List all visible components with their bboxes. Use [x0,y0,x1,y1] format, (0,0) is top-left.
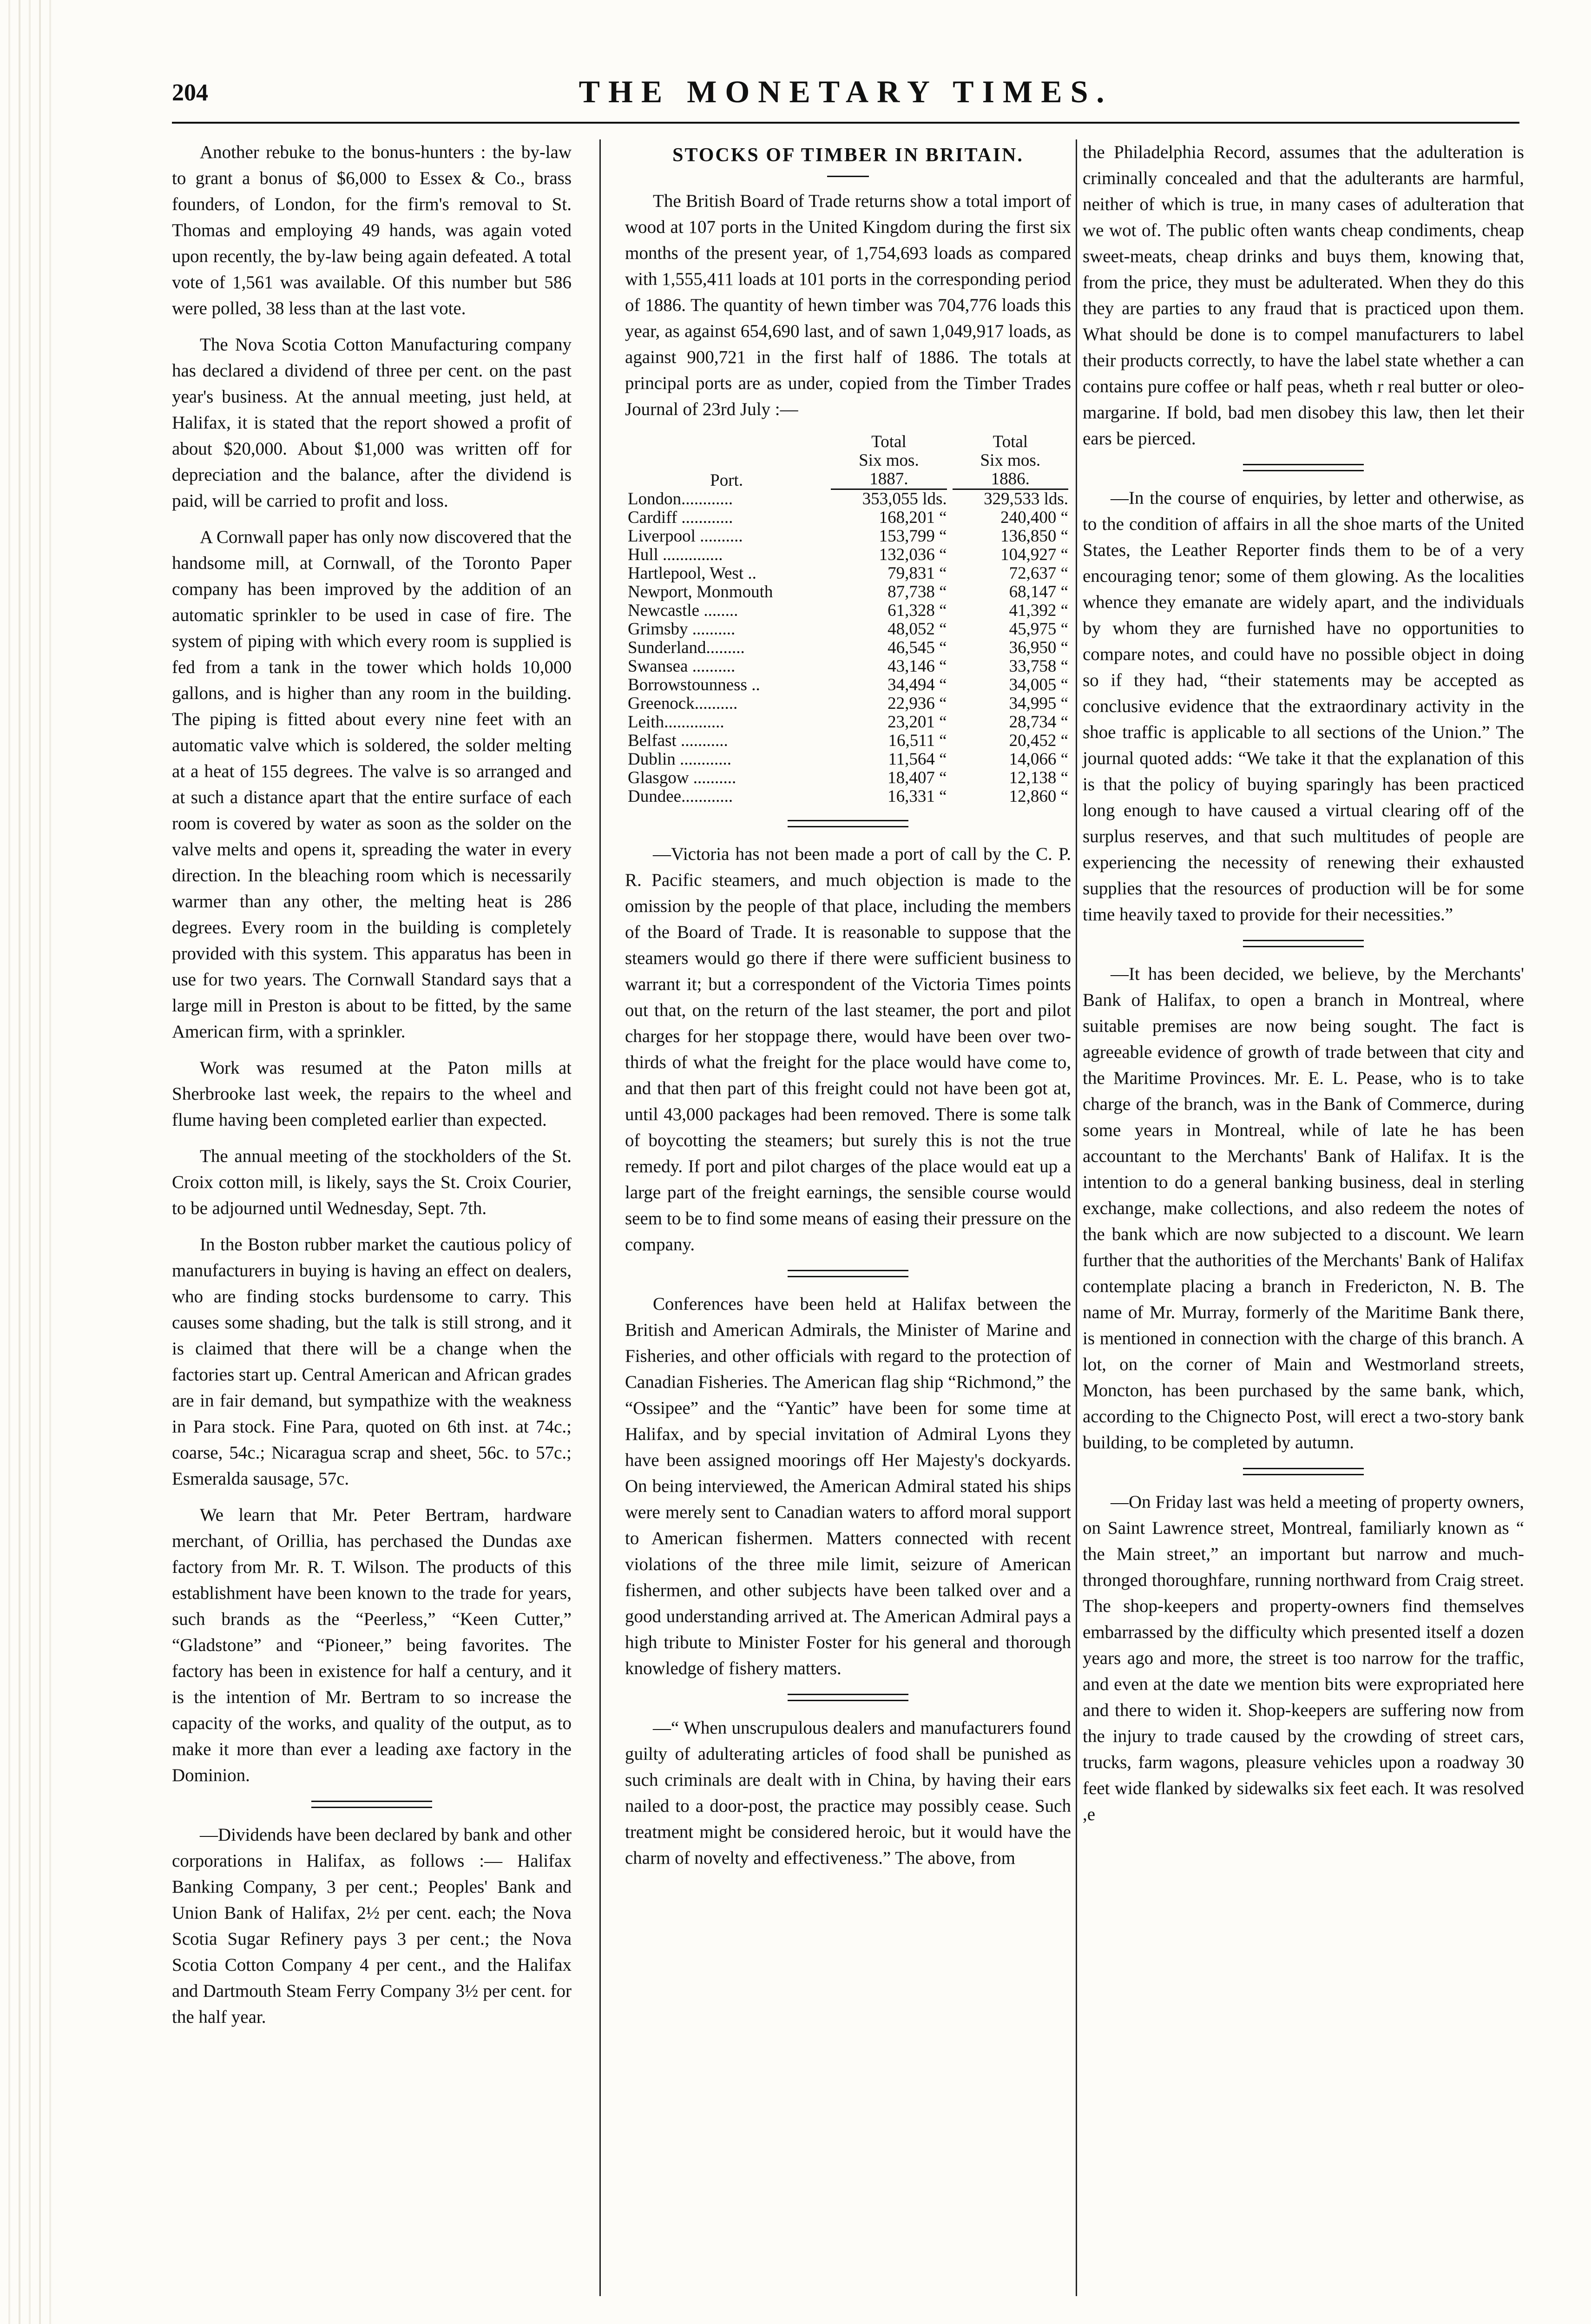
value-1886-cell: 136,850 “ [1000,527,1068,546]
value-1887-cell: 16,511 “ [888,731,947,750]
table-row [625,508,1071,527]
port-cell: Hull .............. [628,545,723,564]
port-cell: Glasgow .......... [628,768,736,787]
timber-table [625,433,1071,806]
header-rule [172,122,1519,124]
col-header-port: Port. [710,471,743,490]
col-header-line: Total [871,432,907,451]
value-1887-cell: 353,055 lds. [862,489,947,508]
col-header-line: Six mos. [980,451,1041,470]
page-number: 204 [172,79,208,106]
table-row [625,564,1071,583]
table-row [625,732,1071,750]
section-divider [1243,464,1364,471]
article-paragraph: The annual meeting of the stockholders of the St. Croix cotton mill, is likely, says the St. Croix Courier, to be adjourned until Wednesday, Sept. 7th. [172,1146,572,1218]
value-1886-cell: 33,758 “ [1009,657,1068,676]
value-1887-cell: 132,036 “ [879,545,947,564]
col-header-line: 1886. [953,470,1068,490]
column-1 [172,139,572,2312]
port-cell: Newport, Monmouth [628,582,773,601]
value-1886-cell: 240,400 “ [1000,508,1068,527]
port-cell: Newcastle ........ [628,601,738,620]
value-1886-cell: 36,950 “ [1009,638,1068,657]
port-cell: Grimsby .......... [628,620,736,639]
port-cell: Leith.............. [628,713,724,732]
port-cell: Greenock.......... [628,694,738,713]
value-1886-cell: 104,927 “ [1000,545,1068,564]
table-row [625,694,1071,713]
col-header-line: Six mos. [859,451,919,470]
table-row [625,676,1071,694]
article-paragraph: —“ When unscrupulous dealers and manufacturers found guilty of adulterating articles of food shall be punished as such criminals are dealt with in China, by having their ears nailed to a door-post, the practice may possibly cease. Such treatment might be considered heroic, but it would have the charm of novelty and effectiveness.” The above, from [625,1718,1071,1868]
port-cell: Sunderland......... [628,638,745,657]
table-row [625,713,1071,732]
value-1886-cell: 20,452 “ [1009,731,1068,750]
value-1887-cell: 46,545 “ [888,638,947,657]
value-1886-cell: 34,995 “ [1009,694,1068,713]
article-paragraph: Work was resumed at the Paton mills at Sherbrooke last week, the repairs to the wheel and flume having been completed earlier than expected. [172,1058,572,1130]
value-1887-cell: 23,201 “ [888,713,947,732]
value-1886-cell: 41,392 “ [1009,601,1068,620]
port-cell: Swansea .......... [628,657,736,676]
section-divider [1243,1468,1364,1475]
section-divider [788,820,908,827]
value-1887-cell: 16,331 “ [888,787,947,806]
table-row [625,657,1071,676]
article-paragraph: —In the course of enquiries, by letter and otherwise, as to the condition of affairs in all the shoe marts of the United States, the Leather Reporter finds them to be of a very encouraging tenor; some of them glowing. As the localities whence they emanate are widely apart, and the individuals by whom they are furnished have no opportunities to compare notes, and could have no possible object in doing so if they had, “their statements may be accepted as conclusive evidence that the extraordinary activity in the shoe traffic is applicable to all sections of the Union.” The journal quoted adds: “We take it that the explanation of this is that the policy of buying sparingly has been practiced long enough to have caused a virtual clearing off of the surplus reserves, and that such multitudes of people are experiencing the necessity of renewing their exhausted supplies that the resources of production will be for some time heavily taxed to provide for their necessities.” [1083,488,1524,924]
article-paragraph: A Cornwall paper has only now discovered that the handsome mill, at Cornwall, of the Toronto Paper company has been improved by the addition of an automatic sprinkler to be used in case of fire. The system of piping with which every room is supplied is fed from a tank in the tower which holds 10,000 gallons, and is higher than any room in the building. The piping is fitted about every nine feet with an automatic valve which is soldered, the solder melting at a heat of 155 degrees. The valve is so arranged and at such a distance apart that the entire surface of each room is covered by water as soon as the solder on the valve melts and opens it, spreading the water in every direction. In the bleaching room which is necessarily warmer than any other, the melting heat is 286 degrees. Every room in the building is completely provided with this system. This apparatus has been in use for two years. The Cornwall Standard says that a large mill in Preston is about to be fitted, by the same American firm, with a sprinkler. [172,527,572,1042]
port-cell: Liverpool .......... [628,527,743,546]
table-row [625,639,1071,657]
value-1886-cell: 12,138 “ [1009,768,1068,787]
newspaper-title: THE MONETARY TIMES. [579,74,1113,109]
value-1886-cell: 329,533 lds. [984,489,1068,508]
article-paragraph: The British Board of Trade returns show a total import of wood at 107 ports in the United Kingdom during the first six months of the present year, of 1,754,693 loads as compared with 1,555,411 loads at 101 ports in the corresponding period of 1886. The quantity of hewn timber was 704,776 loads this year, as against 654,690 last, and of sawn 1,049,917 loads, as against 900,721 in the first half of 1886. The totals at principal ports are as under, copied from the Timber Trades Journal of 23rd July :— [625,191,1071,419]
col-header-line: 1887. [831,470,947,490]
value-1887-cell: 11,564 “ [888,750,947,769]
value-1887-cell: 48,052 “ [888,620,947,639]
port-cell: Belfast ........... [628,731,728,750]
value-1887-cell: 22,936 “ [888,694,947,713]
column-rule-2 [1076,139,1077,2296]
col-header-1887 [828,433,949,490]
value-1886-cell: 28,734 “ [1009,713,1068,732]
value-1887-cell: 168,201 “ [879,508,947,527]
value-1887-cell: 43,146 “ [888,657,947,676]
section-divider [788,1694,908,1701]
heading-rule [827,176,869,177]
table-row [625,527,1071,546]
value-1886-cell: 14,066 “ [1009,750,1068,769]
table-row [625,490,1071,508]
article-paragraph: —Dividends have been declared by bank and other corporations in Halifax, as follows :— Halifax Banking Company, 3 per cent.; Peoples' Bank and Union Bank of Halifax, 2½ per cent. each; the Nova Scotia Sugar Refinery pays 3 per cent.; the Nova Scotia Cotton Company 4 per cent., and the Halifax and Dartmouth Steam Ferry Company 3½ per cent. for the half year. [172,1825,572,2027]
table-row [625,601,1071,620]
article-paragraph: the Philadelphia Record, assumes that the adulteration is criminally concealed and that the adulterants are harmful, neither of which is true, in many cases of adulteration that we wot of. The public often wants cheap condiments, cheap sweet-meats, cheap drinks and buys them, knowing that, from the price, they must be adulterated. When they do this they are parties to any fraud that is practiced upon them. What should be done is to compel manufacturers to label their products correctly, to have the label state whether a can contains pure coffee or half peas, wheth r real butter or oleo-margarine. If bold, bad men disobey this law, then let their ears be pierced. [1083,142,1524,449]
table-row [625,546,1071,564]
article-paragraph: —On Friday last was held a meeting of property owners, on Saint Lawrence street, Montreal, familiarly known as “ the Main street,” an important but narrow and much-thronged thoroughfare, running northward from Craig street. The shop-keepers and property-owners find themselves embarrassed by the difficulty which presented itself a dozen years ago and more, the street is too narrow for the traffic, and even at the date we mention bits were expropriated here and there to widen it. Shop-keepers are suffering now from the injury to trade caused by the crowding of street cars, trucks, farm wagons, pleasure vehicles upon a roadway 30 feet wide flanked by sidewalks six feet each. It was resolved ,e [1083,1492,1524,1824]
col-header-line: Total [993,432,1028,451]
column-2 [625,139,1071,2312]
value-1887-cell: 61,328 “ [888,601,947,620]
value-1886-cell: 72,637 “ [1009,564,1068,583]
timber-table-body [625,490,1071,806]
value-1886-cell: 12,860 “ [1009,787,1068,806]
section-divider [788,1270,908,1277]
value-1887-cell: 87,738 “ [888,582,947,601]
port-cell: Cardiff ............ [628,508,733,527]
port-cell: London............ [628,489,733,508]
column-rule-1 [599,139,601,2296]
page-binding-edge [0,0,56,2324]
port-cell: Borrowstounness .. [628,675,760,694]
article-paragraph: Another rebuke to the bonus-hunters : the by-law to grant a bonus of $6,000 to Essex & Co., brass founders, of London, for the firm's removal to St. Thomas and employing 49 hands, was again voted upon recently, the by-law being again defeated. A total vote of 1,561 was available. Of this number but 586 were polled, 38 less than at the last vote. [172,142,572,318]
table-row [625,620,1071,639]
article-paragraph: In the Boston rubber market the cautious policy of manufacturers in buying is having an effect on dealers, who are finding stocks burdensome to carry. This causes some shading, but the talk is still strong, and it is claimed that there will be a change when the factories start up. Central American and African grades are in fair demand, but sympathize with the weakness in Para stock. Fine Para, quoted on 6th inst. at 74c.; coarse, 54c.; Nicaragua scrap and sheet, 56c. to 57c.; Esmeralda sausage, 57c. [172,1235,572,1489]
value-1886-cell: 68,147 “ [1009,582,1068,601]
port-cell: Hartlepool, West .. [628,564,756,583]
port-cell: Dublin ............ [628,750,732,769]
table-row [625,787,1071,806]
value-1886-cell: 34,005 “ [1009,675,1068,694]
value-1887-cell: 79,831 “ [888,564,947,583]
value-1887-cell: 34,494 “ [888,675,947,694]
article-paragraph: Conferences have been held at Halifax between the British and American Admirals, the Minister of Marine and Fisheries, and other officials with regard to the protection of Canadian Fisheries. The American flag ship “Richmond,” the “Ossipee” and the “Yantic” have been for some time at Halifax, and by special invitation of Admiral Lyons they have been assigned moorings off Her Majesty's dockyards. On being interviewed, the American Admiral stated his ships were merely sent to Canadian waters to afford moral support to American fishermen. Matters connected with recent violations of the three mile limit, seizure of American fishermen, and other subjects have been talked over and a good understanding arrived at. The American Admiral pays a high tribute to Minister Foster for his general and thorough knowledge of fishery matters. [625,1294,1071,1678]
table-row [625,750,1071,769]
value-1887-cell: 153,799 “ [879,527,947,546]
column-3 [1083,139,1524,2312]
article-paragraph: —Victoria has not been made a port of call by the C. P. R. Pacific steamers, and much objection is made to the omission by the people of that place, including the members of the Board of Trade. It is reasonable to suppose that the steamers would go there if there were sufficient business to warrant it; but a correspondent of the Victoria Times points out that, on the return of the last steamer, the port and pilot charges for her stoppage there, would have been over two-thirds of what the freight for the place would have come to, and that then part of this freight could not have been got at, until 43,000 packages had been removed. There is some talk of boycotting the steamers; but surely this is not the true remedy. If port and pilot charges of the place would eat up a large part of the freight earnings, the sensible course would seem to be to find some means of easing their pressure on the company. [625,844,1071,1254]
port-cell: Dundee............ [628,787,733,806]
article-heading: STOCKS OF TIMBER IN BRITAIN. [672,145,1024,166]
value-1887-cell: 18,407 “ [888,768,947,787]
value-1886-cell: 45,975 “ [1009,620,1068,639]
section-divider [1243,940,1364,947]
section-divider [311,1801,432,1808]
table-row [625,583,1071,601]
col-header-1886 [950,433,1071,490]
table-row [625,769,1071,787]
article-paragraph: The Nova Scotia Cotton Manufacturing company has declared a dividend of three per cent. on the past year's business. At the annual meeting, just held, at Halifax, it is stated that the report showed a profit of about $20,000. About $1,000 was written off for depreciation and the balance, after the dividend is paid, will be carried to profit and loss. [172,335,572,511]
page-header [172,69,1519,120]
article-paragraph: We learn that Mr. Peter Bertram, hardware merchant, of Orillia, has perchased the Dundas axe factory from Mr. R. T. Wilson. The products of this establishment have been known to the trade for years, such brands as the “Peerless,” “Keen Cutter,” “Gladstone” and “Pioneer,” being favorites. The factory has been in existence for half a century, and it is the intention of Mr. Bertram to so increase the capacity of the works, and quality of the output, as to make it more than ever a leading axe factory in the Dominion. [172,1505,572,1785]
article-paragraph: —It has been decided, we believe, by the Merchants' Bank of Halifax, to open a branch in Montreal, where suitable premises are now being sought. The fact is agreeable evidence of growth of trade between that city and the Maritime Provinces. Mr. E. L. Pease, who is to take charge of the branch, was in the Bank of Commerce, during some years in Montreal, while of late he has been accountant to the Merchants' Bank of Halifax. It is the intention to do a general banking business, deal in sterling exchange, make collections, and also redeem the notes of the bank which are now subjected to a discount. We learn further that the authorities of the Merchants' Bank of Halifax contemplate placing a branch in Fredericton, N. B. The name of Mr. Murray, formerly of the Maritime Bank there, is mentioned in connection with the charge of this branch. A lot, on the corner of Main and Westmorland streets, Moncton, has been purchased by the same bank, which, according to the Chignecto Post, will erect a two-story bank building, to be completed by autumn. [1083,964,1524,1452]
